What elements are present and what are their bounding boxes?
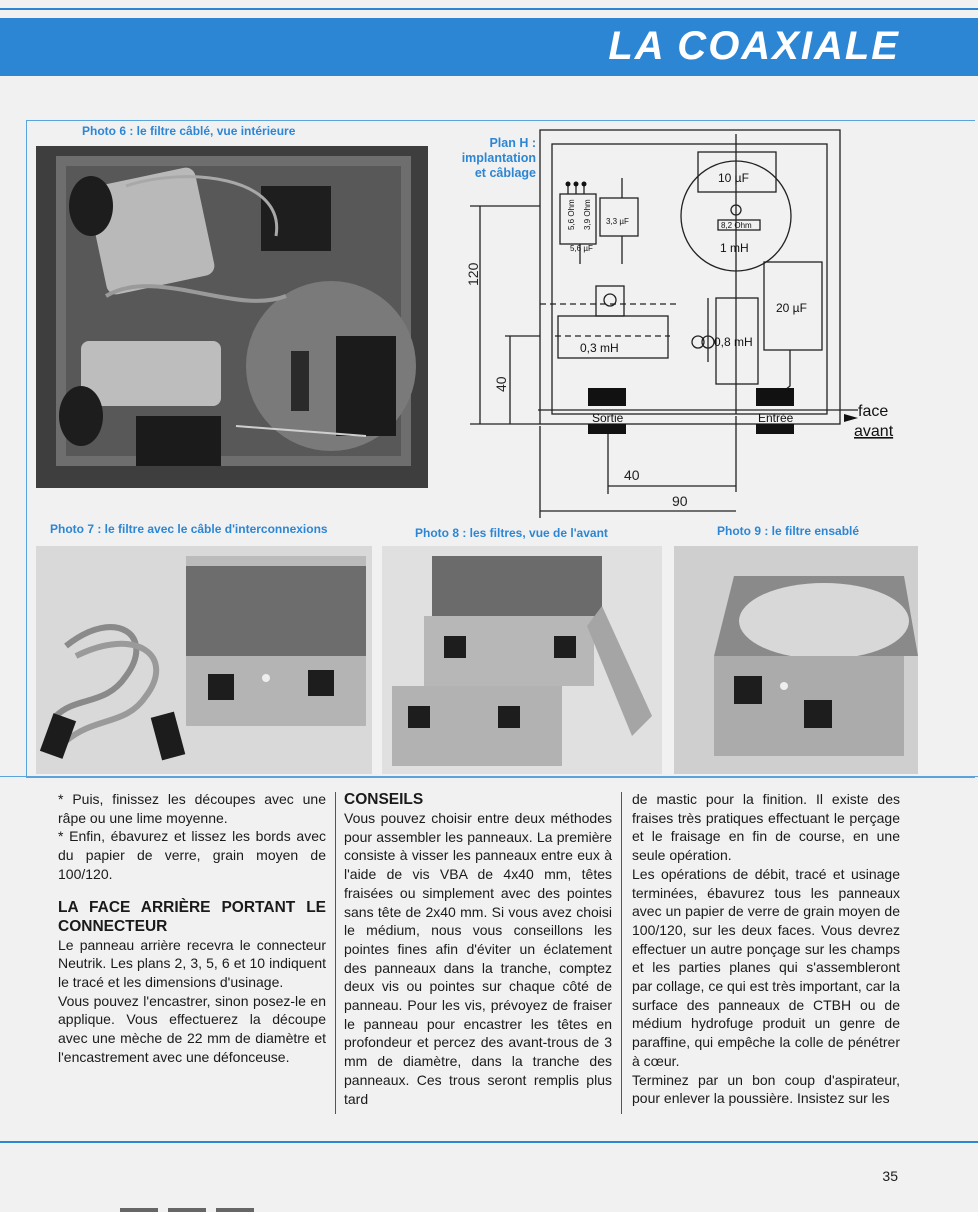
photo7-caption: Photo 7 : le filtre avec le câble d'interconnexions (50, 522, 328, 536)
label-1mH: 1 mH (720, 241, 749, 255)
photo8-caption: Photo 8 : les filtres, vue de l'avant (415, 526, 608, 540)
footer-rule (0, 1141, 978, 1143)
label-sortie: Sortie (592, 411, 624, 425)
box-inner (552, 144, 827, 414)
label-3-9ohm: 3,9 Ohm (583, 199, 592, 230)
column-3 (632, 790, 900, 1108)
label-8-2ohm: 8,2 Ohm (721, 221, 752, 230)
col2-paragraph-1: Vous pouvez choisir entre deux méthodes pour assembler les panneaux. La première consiste à visser les panneaux entre eux à l'aide de vis VBA de 4x40 mm, têtes fraisées ou simplement avec des pointes sans tête de 2x40 mm. Si vous avez choisi le médium, nous vous conseillons les pointes fines afin d'éviter un éclatement des panneaux dans la tranche, comptez deux vis ou pointes sur chaque côté de panneau. Pour les vis, prévoyez de fraiser le panneau pour encastrer les têtes en profondeur et percez des avant-trous de 3 mm de diamètre, dans la tranche des panneaux. Ces trous seront remplis plus tard (344, 810, 612, 1107)
page-title: LA COAXIALE (608, 24, 900, 68)
header-banner (0, 18, 978, 76)
col2-heading: CONSEILS (344, 791, 424, 808)
dim-40-horizontal: 40 (624, 467, 640, 483)
column-1 (58, 790, 326, 1066)
column-divider-2 (621, 792, 622, 1114)
box-outline (540, 130, 840, 424)
photo9-image (674, 546, 918, 774)
bottom-tab (120, 1208, 158, 1212)
photo9-illustration (674, 546, 918, 774)
top-rule (0, 8, 978, 10)
col1-paragraph-1: * Puis, finissez les découpes avec une râpe ou une lime moyenne. (58, 791, 326, 826)
photo8-image (382, 546, 662, 774)
column-2 (344, 790, 612, 1108)
dim-90: 90 (672, 493, 688, 509)
label-0-3mH: 0,3 mH (580, 341, 619, 355)
label-avant: avant (854, 423, 894, 440)
col1-heading: LA FACE ARRIÈRE PORTANT LE CONNECTEUR (58, 898, 326, 935)
photo7-image (36, 546, 372, 774)
column-divider-1 (335, 792, 336, 1114)
col1-paragraph-4: Vous pouvez l'encastrer, sinon posez-le en applique. Vous effectuerez la découpe avec une mèche de 22 mm de diamètre et l'encastrement avec une défonceuse. (58, 992, 326, 1065)
photo7-illustration (36, 546, 372, 774)
label-20uF: 20 µF (776, 301, 807, 315)
photo6-caption: Photo 6 : le filtre câblé, vue intérieure (82, 124, 296, 138)
bottom-tab (216, 1208, 254, 1212)
col1-paragraph-2: * Enfin, ébavurez et lissez les bords avec du papier de verre, grain moyen de 100/120. (58, 828, 326, 882)
col3-paragraph-3: Terminez par un bon coup d'aspirateur, pour enlever la poussière. Insistez sur les (632, 1071, 900, 1107)
plan-diagram (440, 126, 910, 518)
figure-frame-bottom (0, 776, 978, 777)
label-10uF: 10 µF (718, 171, 749, 185)
col3-paragraph-2: Les opérations de débit, tracé et usinage terminées, ébavurez tous les panneaux avec un papier de verre de grain moyen de 100/120, sur les deux faces. Vous devrez effectuer un autre ponçage sur les champs et les parties planes qui s'assembleront par collage, ce qui est très important, car la surface des panneaux de CTBH ou de médium hydrofuge produit un genre de paraffine, qui empêche la colle de pénétrer à cœur. (632, 865, 900, 1069)
label-3-3uF: 3,3 µF (606, 217, 629, 226)
photo9-caption: Photo 9 : le filtre ensablé (717, 524, 860, 538)
photo6-image (36, 146, 428, 488)
label-5-6uF: 5,6 µF (570, 244, 593, 253)
photo6-illustration (36, 146, 428, 488)
label-face: face (858, 403, 889, 420)
label-0-8mH: 0,8 mH (714, 335, 753, 349)
label-5-6ohm: 5,6 Ohm (567, 199, 576, 230)
label-entree: Entrée (758, 411, 794, 425)
bottom-tab (168, 1208, 206, 1212)
col1-paragraph-3: Le panneau arrière recevra le connecteur Neutrik. Les plans 2, 3, 5, 6 et 10 indiquent le tracé et les dimensions d'usinage. (58, 936, 326, 990)
plan-label: Plan H : implantation et câblage (461, 136, 536, 180)
dim-40-vertical: 40 (493, 376, 509, 392)
page-number: 35 (882, 1168, 898, 1184)
dim-120: 120 (465, 262, 481, 286)
photo8-illustration (382, 546, 662, 774)
col3-paragraph-1: de mastic pour la finition. Il existe des fraises très pratiques effectuant le perçage et le fraisage en fin de course, en une seule opération. (632, 791, 900, 864)
